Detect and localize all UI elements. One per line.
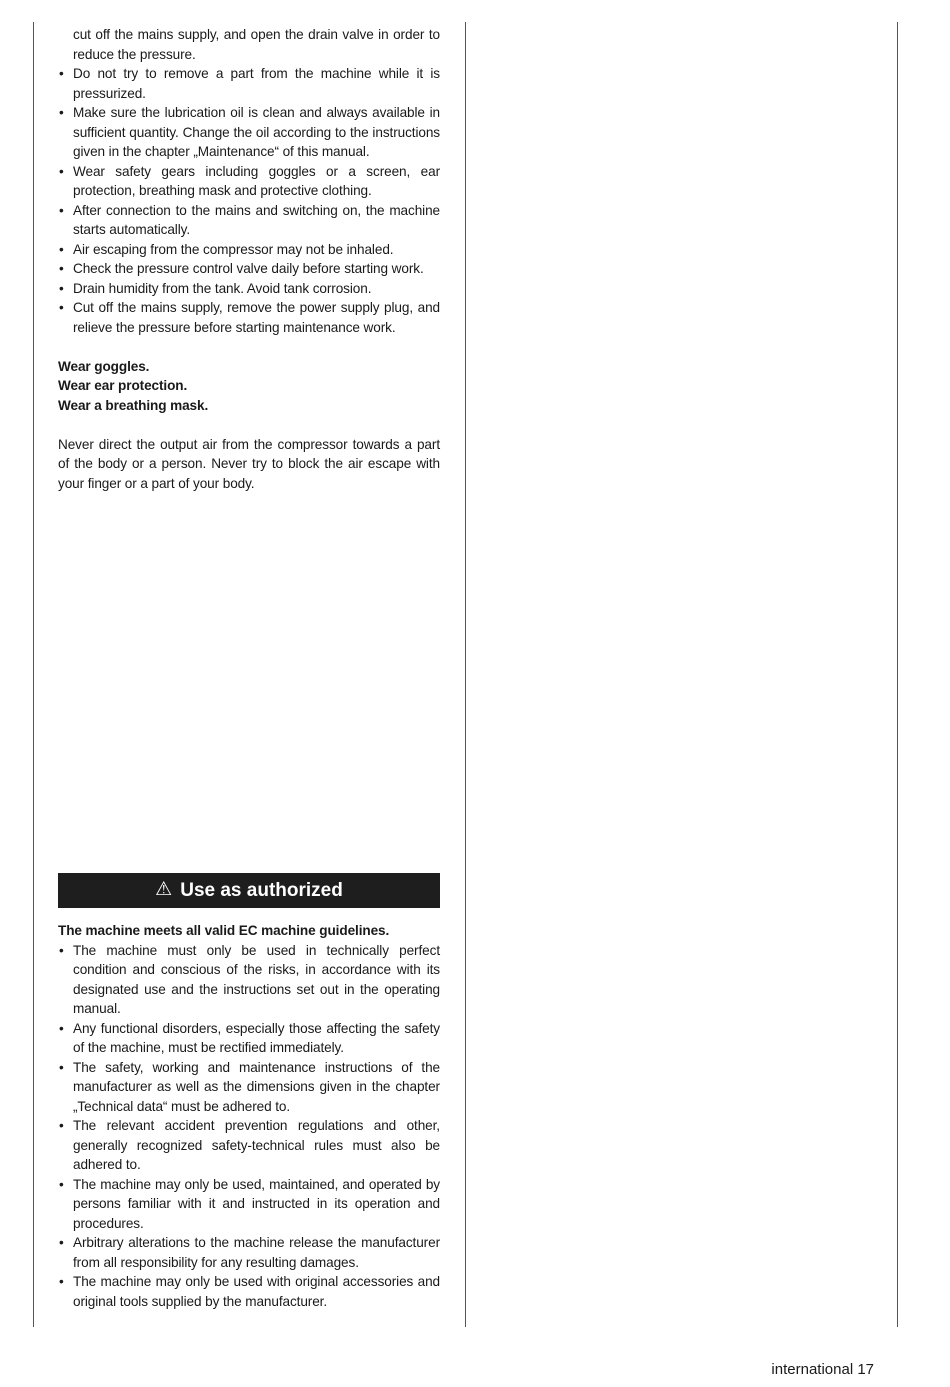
safety-instructions-column xyxy=(58,25,440,493)
right-column-rule xyxy=(897,22,898,1327)
list-item: • Do not try to remove a part from the machine while it is pressurized. xyxy=(58,64,440,103)
list-item: • Air escaping from the compressor may not be inhaled. xyxy=(58,240,440,260)
list-item: • Wear safety gears including goggles or a screen, ear protection, breathing mask and protective clothing. xyxy=(58,162,440,201)
list-item: • The machine may only be used with original accessories and original tools supplied by the manufacturer. xyxy=(58,1272,440,1311)
section-heading-use-as-authorized xyxy=(58,873,440,908)
safety-bullet-list xyxy=(58,25,440,337)
list-item: • Make sure the lubrication oil is clean and always available in sufficient quantity. Change the oil according to the instructions given in the chapter „Maintenance“ of this manual. xyxy=(58,103,440,162)
ppe-line-ear-protection: Wear ear protection. xyxy=(58,378,188,393)
ppe-line-goggles: Wear goggles. xyxy=(58,358,150,374)
list-item: • After connection to the mains and switching on, the machine starts automatically. xyxy=(58,201,440,240)
list-item: • The safety, working and maintenance instructions of the manufacturer as well as the dimensions given in the chapter „Technical data“ must be adhered to. xyxy=(58,1058,440,1117)
center-column-rule xyxy=(465,22,466,1327)
list-item: • Drain humidity from the tank. Avoid tank corrosion. xyxy=(58,279,440,299)
ppe-line-breathing-mask: Wear a breathing mask. xyxy=(58,397,209,413)
page-footer: international 17 xyxy=(771,1361,874,1378)
left-column-rule xyxy=(33,22,34,1327)
ec-guidelines-statement: The machine meets all valid EC machine guidelines. xyxy=(58,923,390,938)
authorized-use-column xyxy=(58,921,440,1311)
list-item: • Check the pressure control valve daily before starting work. xyxy=(58,259,440,279)
list-item: • The relevant accident prevention regulations and other, generally recognized safety-technical rules must also be adhered to. xyxy=(58,1116,440,1175)
air-output-warning: Never direct the output air from the compressor towards a part of the body or a person. Never try to block the air escape with your finger or a part of your body. xyxy=(58,436,440,491)
section-title: Use as authorized xyxy=(180,879,343,901)
warning-triangle-icon: ⚠ xyxy=(155,879,173,900)
list-item: cut off the mains supply, and open the drain valve in order to reduce the pressure. xyxy=(73,27,440,62)
authorized-use-list xyxy=(58,941,440,1312)
list-item: • The machine must only be used in technically perfect condition and conscious of the risks, in accordance with its designated use and the instructions set out in the operating manual. xyxy=(58,941,440,1019)
list-item: • Arbitrary alterations to the machine release the manufacturer from all responsibility for any resulting damages. xyxy=(58,1233,440,1272)
ppe-requirements xyxy=(58,357,440,416)
list-item: • Cut off the mains supply, remove the power supply plug, and relieve the pressure before starting maintenance work. xyxy=(58,298,440,337)
list-item: • The machine may only be used, maintained, and operated by persons familiar with it and instructed in its operation and procedures. xyxy=(58,1175,440,1234)
list-item: • Any functional disorders, especially those affecting the safety of the machine, must be rectified immediately. xyxy=(58,1019,440,1058)
